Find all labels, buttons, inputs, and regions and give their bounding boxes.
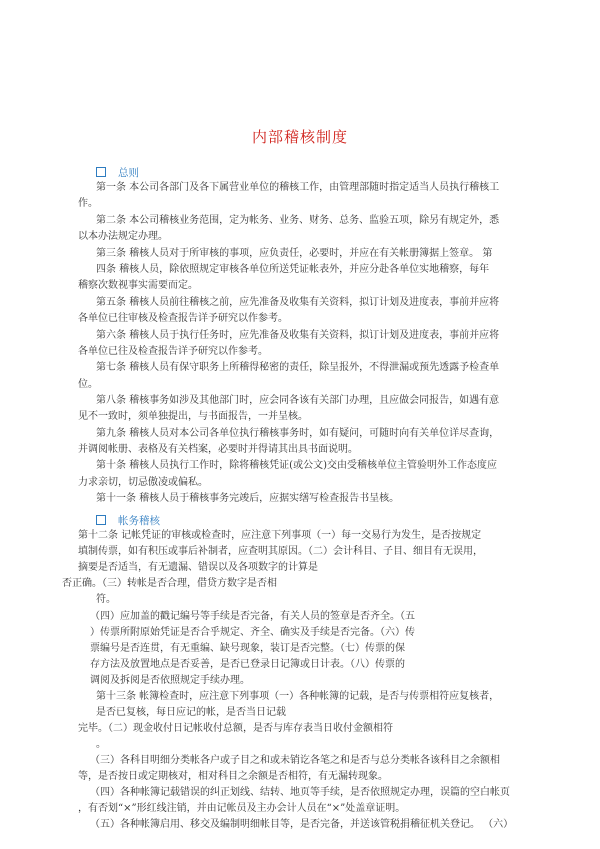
text-line: ）传票所附原始凭证是否合乎规定、齐全、确实及手续是否完备。（六）传 [90,627,415,638]
text-line: 是否已复核，每日应记的帐，是否当日记载 [96,707,286,718]
text-line: （四）应加盖的戳记编号等手续是否完备，有关人员的签章是否齐全。（五 [90,611,415,622]
text-line: 第五条 稽核人员前往稽核之前，应先准备及收集有关资料，拟订计划及进度表，事前并应将 [96,297,500,308]
text-line: 票编号是否连贯，有无重编、缺号现象，装订是否完整。（七）传票的保 [90,643,405,654]
square-bullet-icon [96,515,106,525]
text-line: 填制传票，如有积压或事后补制者，应查明其原因。（二）会计科目、子目、细目有无误用， [78,546,483,557]
text-line: 第十一条 稽核人员于稽核事务完竣后，应据实缮写检查报告书呈核。 [96,493,400,504]
text-line: 作。 [78,198,98,209]
text-line: 第十条 稽核人员执行工作时，除将稽核凭证(或公文)交由受稽核单位主管验明外工作态度应 [96,460,497,471]
text-line: 力求亲切，切忌傲凌或偏私。 [78,477,208,488]
text-line: 调阅及拆阅是否依照规定手续办理。 [90,675,250,686]
text-line: ，有否划“×”形红线注销，并由记帐员及主办会计人员在“×”处盖章证明。 [78,803,406,814]
text-line: 符。 [96,594,116,605]
text-line: 稽察次数视事实需要而定。 [78,280,198,291]
text-line: 各单位已往审核及检查报告详予研究以作参考。 [78,313,288,324]
text-line: （四）各种帐簿记载错误的纠正划线、结转、地页等手续，是否依照规定办理，误篇的空白帐页 [90,787,510,798]
text-line: （五）各种帐簿启用、移交及编制明细帐目等，是否完备，并送该管税捐稽征机关登记。 （六） [90,819,514,830]
text-line: 第八条 稽核事务如涉及其他部门时，应会同各该有关部门办理，且应做会同报告，如遇有意 [96,395,500,406]
text-line: 第二条 本公司稽核业务范围，定为帐务、业务、财务、总务、监验五项，除另有规定外，悉 [96,215,500,226]
text-line: 等，是否按日或定期核对，相对科目之余额是否相符，有无漏转现象。 [78,771,388,782]
section-heading-accounts [96,513,160,529]
section-heading-general [96,165,139,181]
text-line: 完毕。（二）现金收付日记帐收付总额，是否与库存表当日收付金额相符 [78,723,393,734]
text-line: 第三条 稽核人员对于所审核的事项，应负责任，必要时，并应在有关帐册簿据上签章。 第 [96,248,493,259]
text-line: 第六条 稽核人员于执行任务时，应先准备及收集有关资料，拟订计划及进度表，事前并应将 [96,330,500,341]
section-heading-text: 总则 [118,167,139,179]
text-line: 。 [96,739,106,750]
text-line: 见不一致时，须单独提出，与书面报告，一并呈核。 [78,411,308,422]
text-line: 第九条 稽核人员对本公司各单位执行稽核事务时，如有疑问，可随时向有关单位详尽查询， [96,428,500,439]
text-line: 摘要是否适当，有无遗漏、错误以及各项数字的计算是 [78,562,318,573]
text-line: （三）各科目明细分类帐各户或子目之和或未销讫各笔之和是否与总分类帐各该科目之余额相 [90,755,500,766]
text-line: 四条 稽核人员，除依照规定审核各单位所送凭证帐表外，并应分赴各单位实地稽察，每年 [96,264,490,275]
text-line: 存方法及放置地点是否妥善，是否已登录日记簿或日计表。（八）传票的 [90,659,405,670]
text-line: 第十三条 帐簿检查时，应注意下列事项（一）各种帐簿的记载，是否与传票相符应复核者， [96,691,500,702]
section-heading-text: 帐务稽核 [118,515,160,527]
text-line: 第七条 稽核人员有保守职务上所稽得秘密的责任，除呈报外，不得泄漏或预先透露予检查单 [96,362,500,373]
text-line: 否正确。（三）转帐是否合理，借贷方数字是否相 [62,578,277,589]
text-line: 第一条 本公司各部门及各下属营业单位的稽核工作，由管理部随时指定适当人员执行稽核工 [96,182,500,193]
text-line: 各单位已往及检查报告详予研究以作参考。 [78,346,268,357]
text-line: 位。 [78,379,98,390]
document-title: 内部稽核制度 [251,128,348,146]
text-line: 以本办法规定办理。 [78,231,168,242]
text-line: 第十二条 记帐凭证的审核或检查时，应注意下列事项（一）每一交易行为发生，是否按规定 [78,530,482,541]
text-line: 并调阅帐册、表格及有关档案，必要时并得请其出具书面说明。 [78,444,358,455]
square-bullet-icon [96,167,106,177]
